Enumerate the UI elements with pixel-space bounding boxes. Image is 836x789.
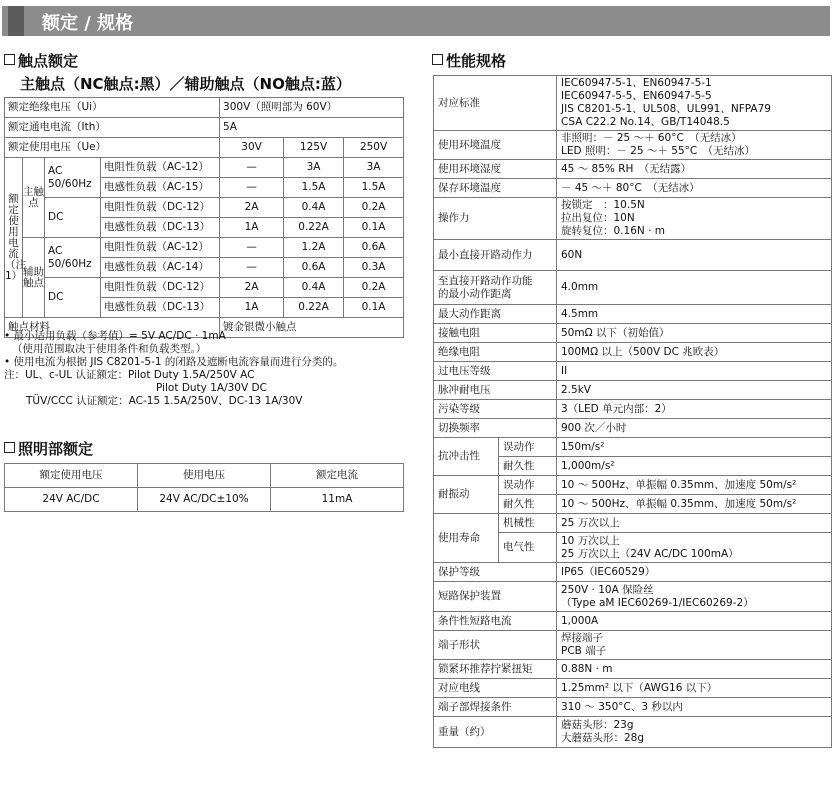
table-row: 抗冲击性 误动作 150m/s² bbox=[434, 438, 832, 457]
banner-title: 额定 / 规格 bbox=[42, 13, 134, 34]
table-row: 切换频率 900 次／小时 bbox=[434, 419, 832, 438]
checkbox-square-icon bbox=[432, 54, 443, 65]
table-row: 电感性负载（DC-13） 1A 0.22A 0.1A bbox=[5, 298, 404, 318]
table-row: 锁紧环推荐拧紧扭矩 0.88N · m bbox=[434, 660, 832, 679]
table-row: 至直接开路动作功能 的最小动作距离 4.0mm bbox=[434, 271, 832, 305]
table-row: 绝缘电阻 100MΩ 以上（500V DC 兆欧表） bbox=[434, 343, 832, 362]
table-row: 触点材料 镀金银微小触点 bbox=[5, 318, 404, 338]
contact-heading: 触点额定 bbox=[4, 50, 78, 71]
contact-rating-table bbox=[4, 97, 404, 338]
table-row: 额定使用电压（Ue） 30V 125V 250V bbox=[5, 138, 404, 158]
table-row: 过电压等级 II bbox=[434, 362, 832, 381]
table-row: 使用环境温度 非照明：－ 25 ～＋ 60°C （无结冰） LED 照明：－ 25 ～＋ 55°C （无结冰） bbox=[434, 131, 832, 160]
contact-subheading: 主触点（NC触点:黑）／辅助触点（NO触点:蓝） bbox=[20, 75, 351, 93]
table-row: 辅助触点 AC 50/60Hz 电阻性负载（AC-12） — 1.2A 0.6A bbox=[5, 238, 404, 258]
table-row: 耐振动 误动作 10 ～ 500Hz、单振幅 0.35mm、加速度 50m/s² bbox=[434, 476, 832, 495]
table-row: 电感性负载（AC-14） — 0.6A 0.3A bbox=[5, 258, 404, 278]
table-row: 耐久性 10 ～ 500Hz、单振幅 0.35mm、加速度 50m/s² bbox=[434, 495, 832, 514]
table-row: 保存环境温度 － 45 ～＋ 80°C （无结冰） bbox=[434, 179, 832, 198]
notes-block: • 最小适用负载（参考值）= 5V AC/DC · 1mA （使用范围取决于使用条件和负载类型。） • 使用电流为根据 JIS C8201-5-1 的闭路及遮断电流容量而进行分类的。 注：UL、c-UL 认证额定：Pilot Duty 1.5A/250V AC Pilot Duty 1A/30V DC TÜV/CCC 认证额定：AC-15 1.5A/250V、DC-13 1A/30V bbox=[4, 330, 344, 407]
table-row: 最大动作距离 4.5mm bbox=[434, 305, 832, 324]
table-row: 污染等级 3（LED 单元内部：2） bbox=[434, 400, 832, 419]
table-row: 额定绝缘电压（Ui） 300V（照明部为 60V） bbox=[5, 98, 404, 118]
table-row: 24V AC/DC 24V AC/DC±10% 11mA bbox=[5, 488, 404, 512]
performance-table bbox=[433, 75, 832, 748]
table-row: 使用环境湿度 45 ～ 85% RH （无结露） bbox=[434, 160, 832, 179]
table-row: 最小直接开路动作力 60N bbox=[434, 240, 832, 271]
table-row: 端子形状 焊接端子 PCB 端子 bbox=[434, 631, 832, 660]
table-row: 电感性负载（DC-13） 1A 0.22A 0.1A bbox=[5, 218, 404, 238]
table-row: 对应标准 IEC60947-5-1、EN60947-5-1 IEC60947-5-5、EN60947-5-5 JIS C8201-5-1、UL508、UL991、NFPA79 CSA C22.2 No.14、GB/T14048.5 bbox=[434, 76, 832, 131]
table-row: 接触电阻 50mΩ 以下（初始值） bbox=[434, 324, 832, 343]
table-row: 耐久性 1,000m/s² bbox=[434, 457, 832, 476]
table-row: 脉冲耐电压 2.5kV bbox=[434, 381, 832, 400]
table-row: 端子部焊接条件 310 ～ 350°C、3 秒以内 bbox=[434, 698, 832, 717]
table-row: DC 电阻性负载（DC-12） 2A 0.4A 0.2A bbox=[5, 198, 404, 218]
main-contact-label: 主触点 bbox=[23, 158, 45, 238]
table-row: 电气性 10 万次以上 25 万次以上（24V AC/DC 100mA） bbox=[434, 533, 832, 563]
table-row: 保护等级 IP65（IEC60529） bbox=[434, 563, 832, 582]
table-row: DC 电阻性负载（DC-12） 2A 0.4A 0.2A bbox=[5, 278, 404, 298]
lighting-heading: 照明部额定 bbox=[4, 438, 93, 459]
table-row: 对应电线 1.25mm² 以下（AWG16 以下） bbox=[434, 679, 832, 698]
table-row: 额定使用电流（注1） 主触点 AC 50/60Hz 电阻性负载（AC-12） — 3A 3A bbox=[5, 158, 404, 178]
table-row: 条件性短路电流 1,000A bbox=[434, 612, 832, 631]
table-row: 短路保护装置 250V · 10A 保险丝 （Type aM IEC60269-1/IEC60269-2） bbox=[434, 582, 832, 612]
table-row: 电感性负载（AC-15） — 1.5A 1.5A bbox=[5, 178, 404, 198]
banner-mark bbox=[8, 6, 24, 36]
checkbox-square-icon bbox=[4, 54, 15, 65]
table-row: 使用寿命 机械性 25 万次以上 bbox=[434, 514, 832, 533]
table-row: 额定通电电流（Ith） 5A bbox=[5, 118, 404, 138]
table-row: 操作力 按锁定 ：10.5N 拉出复位：10N 旋转复位：0.16N · m bbox=[434, 198, 832, 240]
table-row: 额定使用电压 使用电压 额定电流 bbox=[5, 464, 404, 488]
checkbox-square-icon bbox=[4, 442, 15, 453]
current-vertical-label: 额定使用电流（注1） bbox=[5, 158, 23, 318]
lighting-table bbox=[4, 463, 404, 512]
table-row: 重量（约） 蘑菇头形：23g 大蘑菇头形：28g bbox=[434, 717, 832, 748]
section-banner bbox=[2, 6, 830, 36]
aux-contact-label: 辅助触点 bbox=[23, 238, 45, 318]
perf-heading: 性能规格 bbox=[432, 50, 506, 71]
